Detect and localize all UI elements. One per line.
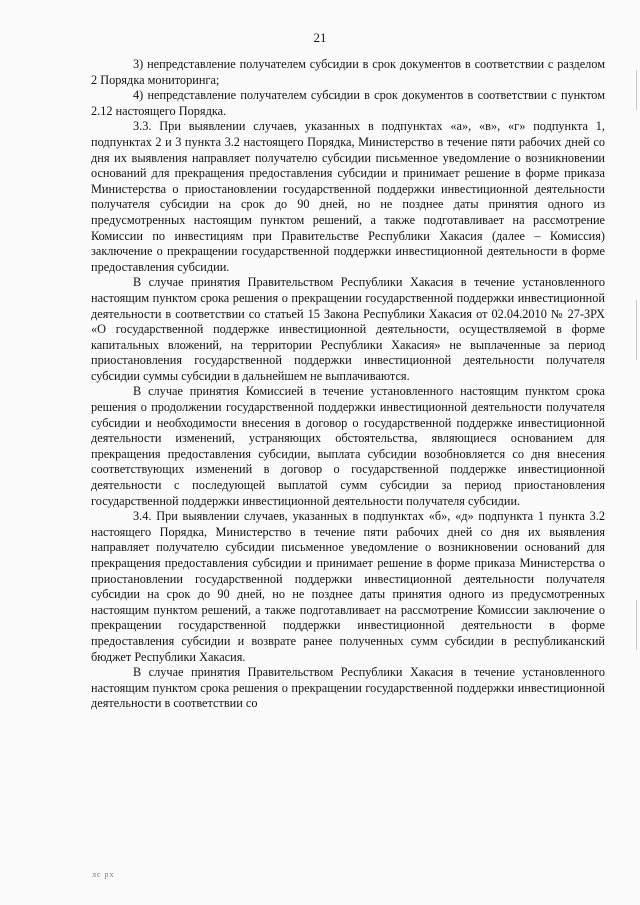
page-number: 21 <box>313 30 327 45</box>
scan-edge-mark <box>636 300 637 360</box>
paragraph-3-4: 3.4. При выявлении случаев, указанных в подпунктах «б», «д» подпункта 1 пункта 3.2 настоящего Порядка, Министерство в течение пяти рабочих дней со дня их выявления направляет получателю субсидии письменное уведомление о возникновении оснований для прекращения предоставления субсидии и принимает решение в форме приказа Министерства о приостановлении государственной поддержки инвестиционной деятельности получателя субсидии на срок до 90 дней, но не позднее даты принятия одного из предусмотренных настоящим пунктом решений, а также подготавливает на рассмотрение Комиссии заключение о прекращении государственной поддержки инвестиционной деятельности в форме предоставления субсидии и возврате ранее полученных сумм субсидии в республиканский бюджет Республики Хакасия. <box>91 509 605 664</box>
scan-edge-mark <box>636 600 637 650</box>
footer-stamp-mark: лс рх <box>92 870 115 879</box>
paragraph-government-decision-continued: В случае принятия Правительством Республики Хакасия в течение установленного настоящим пунктом срока решения о прекращении государственной поддержки инвестиционной деятельности в соответствии со <box>91 665 605 711</box>
paragraph-item-3: 3) непредставление получателем субсидии в срок документов в соответствии с разделом 2 Порядка мониторинга; <box>91 57 605 87</box>
paragraph-item-4: 4) непредставление получателем субсидии в срок документов в соответствии с пунктом 2.12 настоящего Порядка. <box>91 88 605 118</box>
paragraph-3-3: 3.3. При выявлении случаев, указанных в подпунктах «а», «в», «г» подпункта 1, подпунктах 2 и 3 пункта 3.2 настоящего Порядка, Министерство в течение пяти рабочих дней со дня их выявления направляет получателю субсидии письменное уведомление о возникновении оснований для прекращения предоставления субсидии и принимает решение в форме приказа Министерства о приостановлении государственной поддержки инвестиционной деятельности получателя субсидии на срок до 90 дней, но не позднее даты принятия одного из предусмотренных настоящим пунктом решений, а также подготавливает на рассмотрение Комиссии по инвестициям при Правительстве Республики Хакасия (далее – Комиссия) заключение о прекращении государственной поддержки инвестиционной деятельности в форме предоставления субсидии. <box>91 119 605 274</box>
scan-edge-mark <box>636 70 637 110</box>
document-body <box>91 57 605 712</box>
paragraph-government-decision: В случае принятия Правительством Республики Хакасия в течение установленного настоящим пунктом срока решения о прекращении государственной поддержки инвестиционной деятельности в соответствии со статьей 15 Закона Республики Хакасия от 02.04.2010 № 27-ЗРХ «О государственной поддержке инвестиционной деятельности, осуществляемой в форме капитальных вложений, на территории Республики Хакасия» не выплаченные за период приостановления государственной поддержки инвестиционной деятельности получателя субсидии суммы субсидии в дальнейшем не выплачиваются. <box>91 275 605 383</box>
paragraph-commission-decision: В случае принятия Комиссией в течение установленного настоящим пунктом срока решения о продолжении государственной поддержки инвестиционной деятельности получателя субсидии и необходимости внесения в договор о государственной поддержке инвестиционной деятельности изменений, устраняющих обстоятельства, являющиеся основанием для прекращения предоставления субсидии, выплата субсидии возобновляется со дня внесения соответствующих изменений в договор о государственной поддержке инвестиционной деятельности с последующей выплатой сумм субсидии за период приостановления государственной поддержки инвестиционной деятельности получателя субсидии. <box>91 384 605 508</box>
